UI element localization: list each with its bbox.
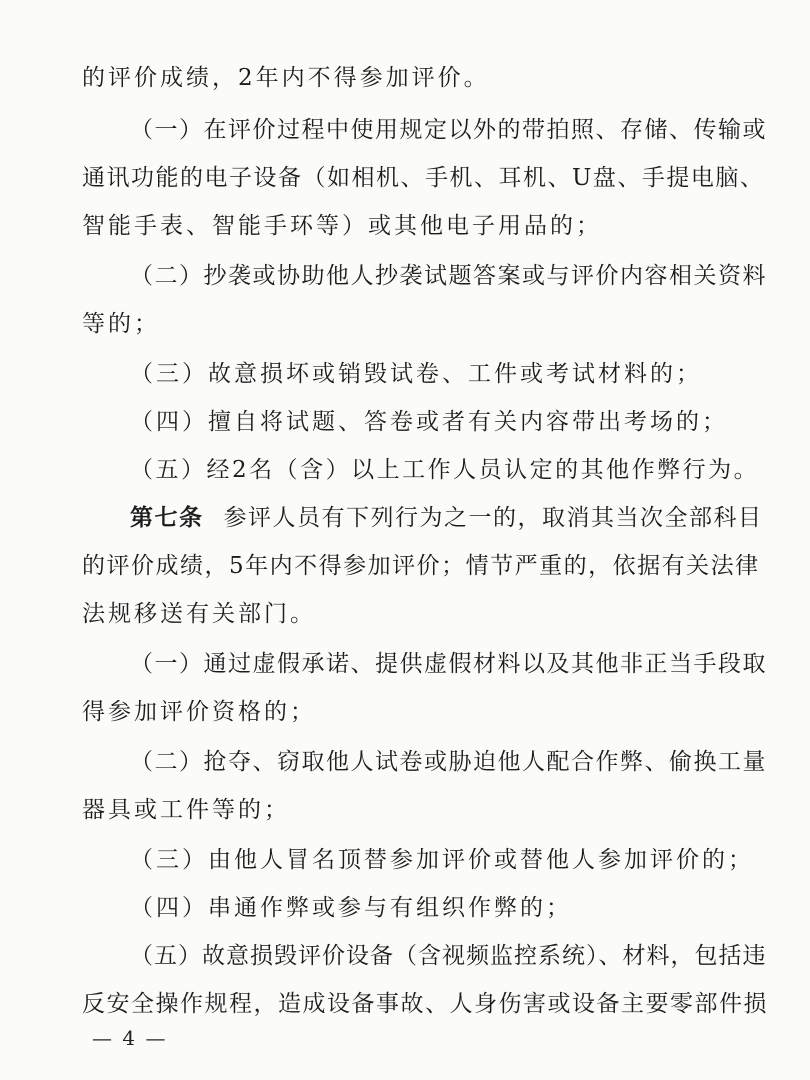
- text-line: （二）抄袭或协助他人抄袭试题答案或与评价内容相关资料: [130, 263, 767, 289]
- text-line: 法规移送有关部门。: [82, 601, 316, 627]
- text-line: 参评人员有下列行为之一的，取消其当次全部科目: [223, 505, 763, 531]
- text-line: 器具或工件等的；: [82, 797, 290, 823]
- text-line: （四）串通作弊或参与有组织作弊的；: [130, 895, 572, 921]
- text-line: （五）经2名（含）以上工作人员认定的其他作弊行为。: [130, 457, 760, 483]
- text-line: 得参加评价资格的；: [82, 699, 316, 725]
- text-line: 等的；: [82, 311, 160, 337]
- text-line: （四）擅自将试题、答卷或者有关内容带出考场的；: [130, 409, 728, 435]
- article-heading: 第七条: [130, 504, 204, 531]
- text-line: 通讯功能的电子设备（如相机、手机、耳机、U盘、手提电脑、: [82, 165, 765, 191]
- text-line: 的评价成绩，2年内不得参加评价。: [82, 65, 490, 91]
- text-line: 智能手表、智能手环等）或其他电子用品的；: [82, 213, 602, 239]
- text-line: （一）在评价过程中使用规定以外的带拍照、存储、传输或: [130, 117, 767, 143]
- text-line: （三）由他人冒名顶替参加评价或替他人参加评价的；: [130, 847, 754, 873]
- text-line: 的评价成绩，5年内不得参加评价；情节严重的，依据有关法律: [82, 553, 760, 579]
- text-line: （三）故意损坏或销毁试卷、工件或考试材料的；: [130, 361, 702, 387]
- text-line: （一）通过虚假承诺、提供虚假材料以及其他非正当手段取: [130, 651, 767, 677]
- text-line: （二）抢夺、窃取他人试卷或胁迫他人配合作弊、偷换工量: [130, 749, 767, 775]
- text-line: 反安全操作规程，造成设备事故、人身伤害或设备主要零部件损: [82, 991, 768, 1017]
- text-line: （五）故意损毁评价设备（含视频监控系统）、材料，包括违: [130, 943, 767, 969]
- article-line: [130, 498, 763, 538]
- page-number: — 4 —: [92, 1026, 168, 1050]
